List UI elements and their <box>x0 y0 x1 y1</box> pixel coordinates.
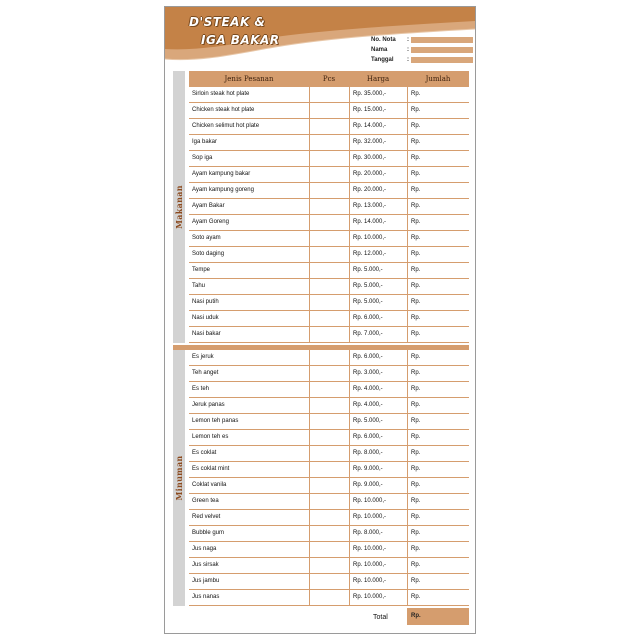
form-header <box>165 7 475 71</box>
table-row <box>189 295 469 311</box>
table-row <box>189 199 469 215</box>
item-jumlah: Rp. <box>411 530 421 536</box>
item-price: Rp. 5.000,- <box>353 267 383 273</box>
item-price: Rp. 10.000,- <box>353 562 387 568</box>
table-row <box>189 558 469 574</box>
item-pcs-input[interactable] <box>310 590 348 605</box>
item-name: Jus jambu <box>192 578 220 584</box>
col-header-harga: Harga <box>366 75 390 83</box>
section-label-minuman: Minuman <box>174 455 184 501</box>
item-price: Rp. 13.000,- <box>353 203 387 209</box>
item-price: Rp. 30.000,- <box>353 155 387 161</box>
table-row <box>189 382 469 398</box>
item-jumlah: Rp. <box>411 123 421 129</box>
table-row <box>189 430 469 446</box>
item-pcs-input[interactable] <box>310 430 348 445</box>
item-name: Tahu <box>192 283 206 289</box>
item-pcs-input[interactable] <box>310 263 348 278</box>
item-pcs-input[interactable] <box>310 558 348 573</box>
item-pcs-input[interactable] <box>310 183 348 198</box>
total-value: Rp. <box>411 613 421 619</box>
item-name: Tempe <box>192 267 211 273</box>
item-pcs-input[interactable] <box>310 151 348 166</box>
item-name: Red velvet <box>192 514 221 520</box>
table-body-makanan <box>189 87 469 343</box>
item-jumlah: Rp. <box>411 235 421 241</box>
item-name: Es jeruk <box>192 354 214 360</box>
item-jumlah: Rp. <box>411 315 421 321</box>
item-price: Rp. 15.000,- <box>353 107 387 113</box>
item-jumlah: Rp. <box>411 514 421 520</box>
item-price: Rp. 14.000,- <box>353 219 387 225</box>
field-tanggal-label: Tanggal <box>371 57 394 63</box>
item-jumlah: Rp. <box>411 562 421 568</box>
item-jumlah: Rp. <box>411 434 421 440</box>
item-jumlah: Rp. <box>411 331 421 337</box>
item-pcs-input[interactable] <box>310 478 348 493</box>
item-price: Rp. 5.000,- <box>353 418 383 424</box>
item-price: Rp. 10.000,- <box>353 235 387 241</box>
item-name: Es coklat <box>192 450 217 456</box>
item-name: Jus sirsak <box>192 562 219 568</box>
item-pcs-input[interactable] <box>310 510 348 525</box>
field-tanggal-input[interactable] <box>411 57 473 63</box>
item-jumlah: Rp. <box>411 219 421 225</box>
col-header-pcs: Pcs <box>322 75 336 83</box>
item-jumlah: Rp. <box>411 482 421 488</box>
item-jumlah: Rp. <box>411 171 421 177</box>
item-name: Ayam Bakar <box>192 203 225 209</box>
item-name: Jus nanas <box>192 594 220 600</box>
item-pcs-input[interactable] <box>310 167 348 182</box>
table-row <box>189 350 469 366</box>
item-price: Rp. 10.000,- <box>353 498 387 504</box>
table-row <box>189 542 469 558</box>
item-price: Rp. 10.000,- <box>353 546 387 552</box>
table-row <box>189 510 469 526</box>
table-row <box>189 446 469 462</box>
item-jumlah: Rp. <box>411 594 421 600</box>
item-jumlah: Rp. <box>411 402 421 408</box>
item-pcs-input[interactable] <box>310 135 348 150</box>
item-name: Green tea <box>192 498 219 504</box>
item-name: Ayam kampung bakar <box>192 171 251 177</box>
item-pcs-input[interactable] <box>310 311 348 326</box>
item-price: Rp. 10.000,- <box>353 514 387 520</box>
item-name: Lemon teh panas <box>192 418 239 424</box>
item-pcs-input[interactable] <box>310 414 348 429</box>
brand-line-2: IGA BAKAR <box>201 33 280 47</box>
table-row <box>189 494 469 510</box>
table-row <box>189 526 469 542</box>
table-row <box>189 119 469 135</box>
item-price: Rp. 12.000,- <box>353 251 387 257</box>
item-pcs-input[interactable] <box>310 494 348 509</box>
item-pcs-input[interactable] <box>310 247 348 262</box>
item-jumlah: Rp. <box>411 203 421 209</box>
item-jumlah: Rp. <box>411 187 421 193</box>
table-row <box>189 279 469 295</box>
item-pcs-input[interactable] <box>310 103 348 118</box>
table-row <box>189 327 469 343</box>
item-jumlah: Rp. <box>411 418 421 424</box>
field-tanggal-colon: : <box>407 57 409 63</box>
item-name: Sop iga <box>192 155 213 161</box>
field-no-nota-label: No. Nota <box>371 37 396 43</box>
item-pcs-input[interactable] <box>310 574 348 589</box>
item-jumlah: Rp. <box>411 450 421 456</box>
table-row <box>189 590 469 606</box>
table-body-minuman <box>189 350 469 606</box>
item-name: Nasi bakar <box>192 331 221 337</box>
table-row <box>189 231 469 247</box>
item-price: Rp. 32.000,- <box>353 139 387 145</box>
item-name: Teh anget <box>192 370 219 376</box>
col-header-jumlah: Jumlah <box>425 75 451 83</box>
table-row <box>189 151 469 167</box>
item-price: Rp. 10.000,- <box>353 578 387 584</box>
table-row <box>189 183 469 199</box>
item-pcs-input[interactable] <box>310 119 348 134</box>
order-form <box>164 6 476 634</box>
total-label: Total <box>373 614 388 621</box>
table-row <box>189 398 469 414</box>
item-pcs-input[interactable] <box>310 382 348 397</box>
item-pcs-input[interactable] <box>310 350 348 365</box>
item-name: Ayam Goreng <box>192 219 229 225</box>
field-nama-label: Nama <box>371 47 388 53</box>
item-price: Rp. 3.000,- <box>353 370 383 376</box>
item-name: Soto daging <box>192 251 225 257</box>
item-pcs-input[interactable] <box>310 279 348 294</box>
item-name: Nasi putih <box>192 299 219 305</box>
item-jumlah: Rp. <box>411 299 421 305</box>
item-price: Rp. 20.000,- <box>353 171 387 177</box>
item-jumlah: Rp. <box>411 578 421 584</box>
item-pcs-input[interactable] <box>310 327 348 342</box>
table-row <box>189 311 469 327</box>
item-jumlah: Rp. <box>411 354 421 360</box>
item-jumlah: Rp. <box>411 386 421 392</box>
total-field[interactable] <box>407 608 469 625</box>
item-name: Jus naga <box>192 546 217 552</box>
item-price: Rp. 7.000,- <box>353 331 383 337</box>
item-price: Rp. 6.000,- <box>353 354 383 360</box>
item-name: Nasi uduk <box>192 315 219 321</box>
item-jumlah: Rp. <box>411 466 421 472</box>
item-price: Rp. 9.000,- <box>353 466 383 472</box>
item-jumlah: Rp. <box>411 546 421 552</box>
table-row <box>189 263 469 279</box>
item-name: Lemon teh es <box>192 434 229 440</box>
item-name: Chicken steak hot plate <box>192 107 255 113</box>
item-pcs-input[interactable] <box>310 215 348 230</box>
field-no-nota-input[interactable] <box>411 37 473 43</box>
section-label-makanan: Makanan <box>174 185 184 229</box>
item-price: Rp. 8.000,- <box>353 530 383 536</box>
item-name: Ayam kampung goreng <box>192 187 254 193</box>
field-no-nota-colon: : <box>407 37 409 43</box>
item-pcs-input[interactable] <box>310 231 348 246</box>
item-pcs-input[interactable] <box>310 398 348 413</box>
item-jumlah: Rp. <box>411 139 421 145</box>
table-row <box>189 247 469 263</box>
item-name: Bubble gum <box>192 530 225 536</box>
item-name: Coklat vanila <box>192 482 227 488</box>
section-band-minuman <box>173 350 185 606</box>
item-jumlah: Rp. <box>411 498 421 504</box>
item-name: Jeruk panas <box>192 402 225 408</box>
item-pcs-input[interactable] <box>310 462 348 477</box>
item-pcs-input[interactable] <box>310 366 348 381</box>
item-price: Rp. 20.000,- <box>353 187 387 193</box>
item-pcs-input[interactable] <box>310 526 348 541</box>
item-price: Rp. 10.000,- <box>353 594 387 600</box>
item-price: Rp. 8.000,- <box>353 450 383 456</box>
item-price: Rp. 6.000,- <box>353 434 383 440</box>
item-price: Rp. 5.000,- <box>353 299 383 305</box>
table-row <box>189 414 469 430</box>
table-row <box>189 103 469 119</box>
item-price: Rp. 4.000,- <box>353 402 383 408</box>
item-jumlah: Rp. <box>411 267 421 273</box>
item-pcs-input[interactable] <box>310 446 348 461</box>
table-header <box>189 71 469 87</box>
item-name: Soto ayam <box>192 235 221 241</box>
item-jumlah: Rp. <box>411 107 421 113</box>
table-row <box>189 215 469 231</box>
item-price: Rp. 9.000,- <box>353 482 383 488</box>
item-price: Rp. 6.000,- <box>353 315 383 321</box>
table-row <box>189 478 469 494</box>
item-name: Chicken selimut hot plate <box>192 123 260 129</box>
item-jumlah: Rp. <box>411 91 421 97</box>
brand-logo <box>189 15 280 47</box>
item-jumlah: Rp. <box>411 155 421 161</box>
table-row <box>189 167 469 183</box>
table-row <box>189 574 469 590</box>
brand-line-1: D'STEAK & <box>189 15 266 29</box>
item-name: Sirloin steak hot plate <box>192 91 250 97</box>
item-pcs-input[interactable] <box>310 87 348 102</box>
table-row <box>189 462 469 478</box>
section-band-makanan <box>173 71 185 343</box>
field-nama-input[interactable] <box>411 47 473 53</box>
table-row <box>189 87 469 103</box>
item-pcs-input[interactable] <box>310 199 348 214</box>
item-price: Rp. 14.000,- <box>353 123 387 129</box>
table-row <box>189 135 469 151</box>
item-name: Es teh <box>192 386 210 392</box>
item-name: Es coklat mint <box>192 466 230 472</box>
item-price: Rp. 35.000,- <box>353 91 387 97</box>
item-jumlah: Rp. <box>411 283 421 289</box>
table-row <box>189 366 469 382</box>
field-nama-colon: : <box>407 47 409 53</box>
item-jumlah: Rp. <box>411 251 421 257</box>
item-jumlah: Rp. <box>411 370 421 376</box>
item-price: Rp. 5.000,- <box>353 283 383 289</box>
col-header-jenis-pesanan: Jenis Pesanan <box>224 75 274 83</box>
item-price: Rp. 4.000,- <box>353 386 383 392</box>
item-name: Iga bakar <box>192 139 218 145</box>
item-pcs-input[interactable] <box>310 295 348 310</box>
item-pcs-input[interactable] <box>310 542 348 557</box>
